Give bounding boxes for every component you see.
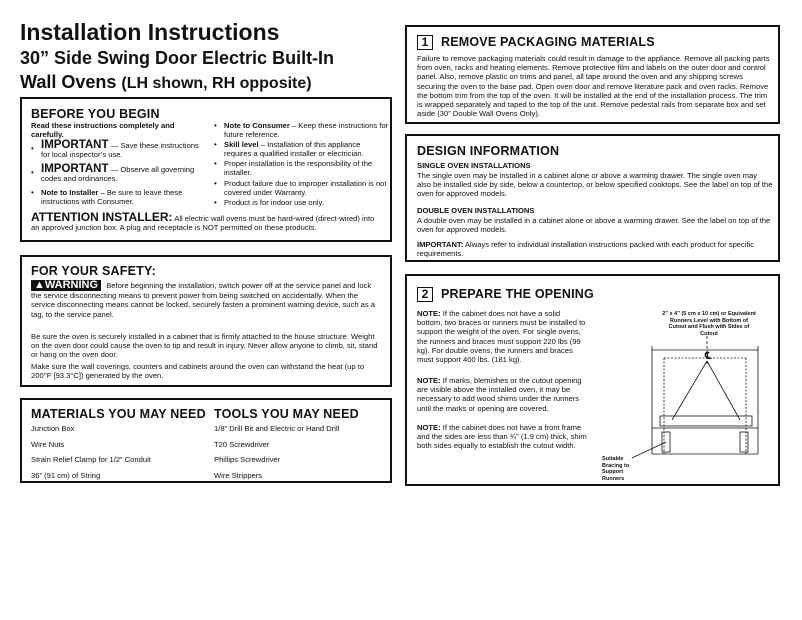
indoor-use: Product is for indoor use only. (224, 198, 324, 207)
safety-panel (20, 255, 392, 387)
prepare-opening-panel (405, 274, 780, 486)
warning-triangle-icon: ▲ (34, 279, 45, 291)
step1-heading-row (417, 35, 655, 50)
attention-label: ATTENTION INSTALLER: (31, 210, 173, 224)
skill-level-label: Skill level (224, 140, 259, 149)
product-failure: Product failure due to improper installation is not covered under Warranty. (224, 179, 387, 198)
warning-label: WARNING (44, 279, 99, 291)
tools-heading: TOOLS YOU MAY NEED (214, 407, 359, 421)
proper-installation: Proper installation is the responsibility of the installer. (224, 159, 373, 178)
step2-heading-row (417, 287, 594, 302)
design-important-label: IMPORTANT: (417, 240, 464, 249)
design-important (417, 240, 773, 258)
page-title: Installation Instructions (20, 19, 280, 45)
step1-text: Failure to remove packaging materials could result in damage to the appliance. Remove all packing parts from oven, racks and heating elements. Remove protective film and labels on the outer door and control panel. Also, remove plastic on trims and panel, all tape around the oven and any shipping screws securing the oven to the base pad. Open oven door and remove literature pack and oven racks. Remove the bottom trim from the top of the oven. It will be installed at the end of the installation process. The trim is wrapped separately and taped to the top of the unit. Remove pedestal rails from separate box and set aside (30” Double Wall Ovens Only). (417, 54, 770, 119)
skill-level-text: – Installation of this appliance requires a qualified installer or electrician. (224, 140, 364, 159)
safety-warning-paragraph (31, 280, 383, 319)
subtitle-product: Wall Ovens (20, 72, 117, 92)
safety-p3: Make sure the wall coverings, counters and cabinets around the oven can withstand the heat (up to 200°F [93.3°C]) generated by the oven. (31, 362, 365, 381)
single-oven-heading: SINGLE OVEN INSTALLATIONS (417, 161, 531, 170)
safety-heading: FOR YOUR SAFETY: (31, 264, 156, 278)
bullet-icon: • (31, 188, 34, 197)
step-number-badge: 1 (417, 35, 433, 50)
attention-installer (31, 210, 383, 233)
important-save-text: — Save these instructions for local inspector’s use. (41, 141, 199, 160)
centerline-symbol: ℄ (705, 351, 712, 362)
step2-note2 (417, 376, 587, 413)
step1-heading: REMOVE PACKAGING MATERIALS (441, 35, 655, 49)
important-codes (41, 165, 201, 183)
materials-list (31, 421, 151, 483)
important-save-label: IMPORTANT (41, 139, 109, 151)
design-information-panel (405, 134, 780, 262)
bullet-icon: • (214, 121, 217, 130)
bullet-icon: • (31, 168, 34, 177)
note2-label: NOTE: (417, 376, 441, 385)
important-codes-text: — Observe all governing codes and ordinances. (41, 165, 195, 184)
materials-tools-panel (20, 398, 392, 483)
note2-text: If marks, blemishes or the cutout opening are visible above the installed oven, it may be necessary to add wood shims under the runners until the marks or opening are covered. (417, 376, 582, 413)
materials-item: Strain Relief Clamp for 1/2” Conduit (31, 455, 151, 464)
cabinet-opening-diagram (632, 336, 772, 466)
note3-label: NOTE: (417, 423, 441, 432)
note-installer (41, 188, 206, 206)
note-consumer-label: Note to Consumer (224, 121, 290, 130)
step-number-badge: 2 (417, 287, 433, 302)
note3-text: If the cabinet does not have a front frame and the sides are less than ¾” (1.9 cm) thick, shim both sides equally to establish the cutout width. (417, 423, 587, 451)
step2-heading: PREPARE THE OPENING (441, 287, 594, 301)
materials-item: 36” (91 cm) of String (31, 470, 101, 480)
before-you-begin-panel (20, 97, 392, 242)
note-installer-label: Note to Installer (41, 188, 99, 197)
page-subtitle-line1: 30” Side Swing Door Electric Built-In (20, 48, 335, 68)
attention-text: All electric wall ovens must be hard-wired (direct-wired) into an approved junction box. A plug and receptacle is NOT permitted on these products. (31, 214, 375, 233)
bullet-icon: • (214, 140, 217, 149)
design-heading: DESIGN INFORMATION (417, 144, 560, 158)
note-consumer (224, 121, 389, 139)
tools-list (214, 421, 339, 483)
step2-note3 (417, 423, 587, 451)
step2-note1 (417, 309, 587, 364)
bullet-icon: • (31, 144, 34, 153)
skill-level (224, 140, 389, 158)
tools-item: 1/8” Drill Bit and Electric or Hand Drill (214, 424, 340, 433)
important-codes-label: IMPORTANT (41, 163, 109, 175)
bracing-callout-label: Suitable Bracing to Support Runners (602, 456, 630, 482)
subtitle-orientation: (LH shown, RH opposite) (121, 75, 312, 92)
materials-item: Junction Box (31, 424, 75, 433)
note-installer-text: – Be sure to leave these instructions with Consumer. (41, 188, 183, 207)
runners-callout-label: 2” x 4” (5 cm x 10 cm) or Equivalent Runners Level with Bottom of Cutout and Flush with Sides of Cutout (662, 311, 756, 337)
bullet-icon: • (214, 198, 217, 207)
remove-packaging-panel (405, 25, 780, 124)
materials-item: Wire Nuts (31, 439, 65, 449)
double-oven-heading: DOUBLE OVEN INSTALLATIONS (417, 206, 535, 215)
note1-label: NOTE: (417, 309, 441, 318)
tools-item: T20 Screwdriver (214, 439, 270, 449)
before-heading: BEFORE YOU BEGIN (31, 107, 160, 121)
warning-badge (31, 280, 101, 291)
important-save (41, 141, 201, 159)
safety-p2: Be sure the oven is securely installed in a cabinet that is firmly attached to the house structure. Weight on the oven door could cause the oven to tip and result in injury. Never allow anyone to climb, sit, stand or hang on the oven door. (31, 332, 378, 360)
single-oven-text: The single oven may be installed in a cabinet alone or above a warming drawer. The single oven may also be installed side by side, below a countertop, or below specified cooktops. See the label on top of the oven for approved models. (417, 171, 773, 199)
bullet-icon: • (214, 179, 217, 188)
tools-item: Wire Strippers (214, 470, 263, 480)
double-oven-text: A double oven may be installed in a cabinet alone or above a warming drawer. See the label on top of the oven for approved models. (417, 216, 771, 235)
design-important-text: Always refer to individual installation instructions packed with each product for specific requirements. (417, 240, 755, 259)
before-intro: Read these instructions completely and carefully. (31, 121, 175, 140)
tools-item: Phillips Screwdriver (214, 455, 281, 464)
bullet-icon: • (214, 159, 217, 168)
page-subtitle-line2 (20, 71, 312, 95)
safety-p1: Before beginning the installation, switch power off at the service panel and lock the service disconnecting means to prevent power from being switched on accidentally. When the service disconnecting means cannot be locked, securely fasten a prominent warning device, such as a tag, to the service panel. (31, 281, 376, 319)
note1-text: If the cabinet does not have a solid bottom, two braces or runners must be installed to support the weight of the oven. For single ovens, the runners and braces must support 220 lbs (99 kg). For double ovens, the runners and braces must support 400 lbs. (181 kg). (417, 309, 586, 365)
materials-heading: MATERIALS YOU MAY NEED (31, 407, 206, 421)
note-consumer-text: – Keep these instructions for future reference. (224, 121, 389, 140)
